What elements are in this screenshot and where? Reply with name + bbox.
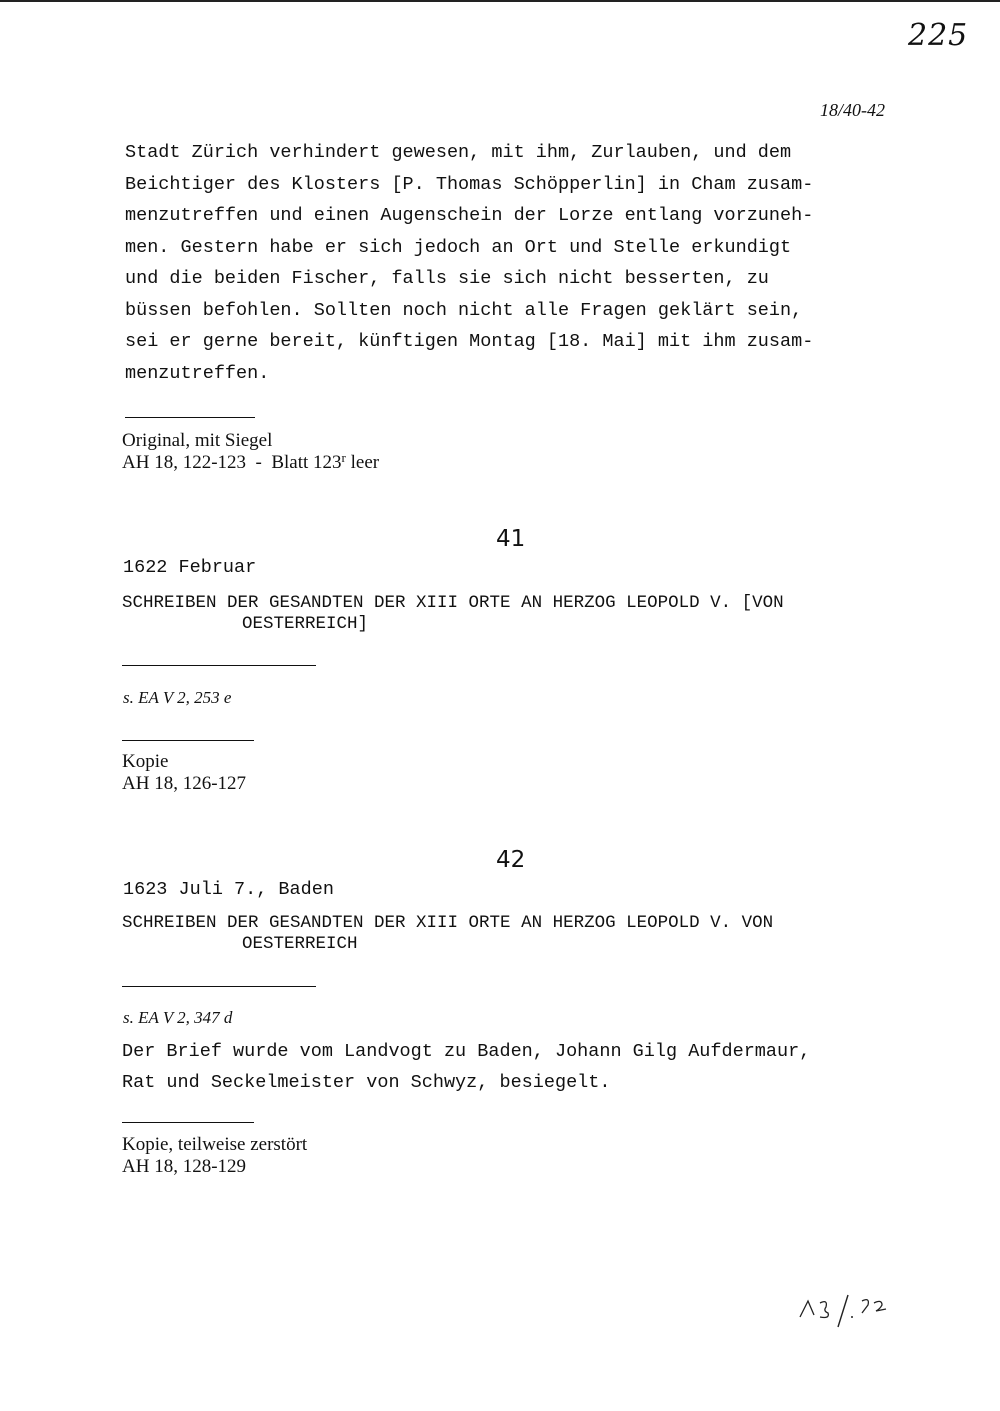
text-line: Stadt Zürich verhindert gewesen, mit ihm, Zurlauben, und dem bbox=[125, 142, 792, 163]
text-line: büssen befohlen. Sollten noch nicht alle Fragen geklärt sein, bbox=[125, 299, 803, 321]
edition-reference: s. EA V 2, 347 d bbox=[123, 1008, 233, 1027]
continuation-text bbox=[125, 137, 885, 389]
separator-rule bbox=[122, 986, 316, 987]
text-line: Beichtiger des Klosters [P. Thomas Schöpperlin] in Cham zusam- bbox=[125, 173, 814, 195]
separator-rule bbox=[122, 1122, 254, 1123]
entry-number: 42 bbox=[496, 847, 526, 873]
separator-rule bbox=[125, 417, 255, 418]
entry-date: 1623 Juli 7., Baden bbox=[123, 879, 334, 900]
entry-number: 41 bbox=[496, 526, 526, 552]
text-line: sei er gerne bereit, künftigen Montag [18. Mai] mit ihm zusam- bbox=[125, 331, 814, 352]
separator-rule bbox=[122, 665, 316, 666]
entry-source: Kopie, teilweise zerstört AH 18, 128-129 bbox=[122, 1134, 308, 1177]
separator-rule bbox=[122, 740, 254, 741]
entry-note: Der Brief wurde vom Landvogt zu Baden, Johann Gilg Aufdermaur, Rat und Seckelmeister von Schwyz, besiegelt. bbox=[122, 1041, 811, 1093]
entry-title: SCHREIBEN DER GESANDTEN DER XIII ORTE AN HERZOG LEOPOLD V. VON OESTERREICH bbox=[122, 913, 774, 954]
continuation-source bbox=[122, 430, 379, 475]
handwritten-page-number: 225 bbox=[908, 18, 969, 53]
source-line: Original, mit Siegel bbox=[122, 430, 273, 451]
page-top-edge bbox=[0, 0, 1000, 2]
document-range: 18/40-42 bbox=[820, 100, 885, 120]
entry-title: SCHREIBEN DER GESANDTEN DER XIII ORTE AN HERZOG LEOPOLD V. [VON OESTERREICH] bbox=[122, 593, 784, 634]
handwritten-mark bbox=[790, 1275, 900, 1335]
entry-source: Kopie AH 18, 126-127 bbox=[122, 751, 247, 794]
entry-date: 1622 Februar bbox=[123, 557, 257, 578]
edition-reference: s. EA V 2, 253 e bbox=[123, 688, 232, 707]
superscript-r: r bbox=[341, 450, 346, 465]
text-line: menzutreffen und einen Augenschein der Lorze entlang vorzuneh- bbox=[125, 205, 814, 226]
text-line: und die beiden Fischer, falls sie sich nicht besserten, zu bbox=[125, 268, 769, 289]
text-line: men. Gestern habe er sich jedoch an Ort und Stelle erkundigt bbox=[125, 236, 792, 258]
source-line: AH 18, 122-123 - Blatt 123$^r$ leer bbox=[122, 450, 380, 473]
text-line: menzutreffen. bbox=[125, 362, 270, 384]
